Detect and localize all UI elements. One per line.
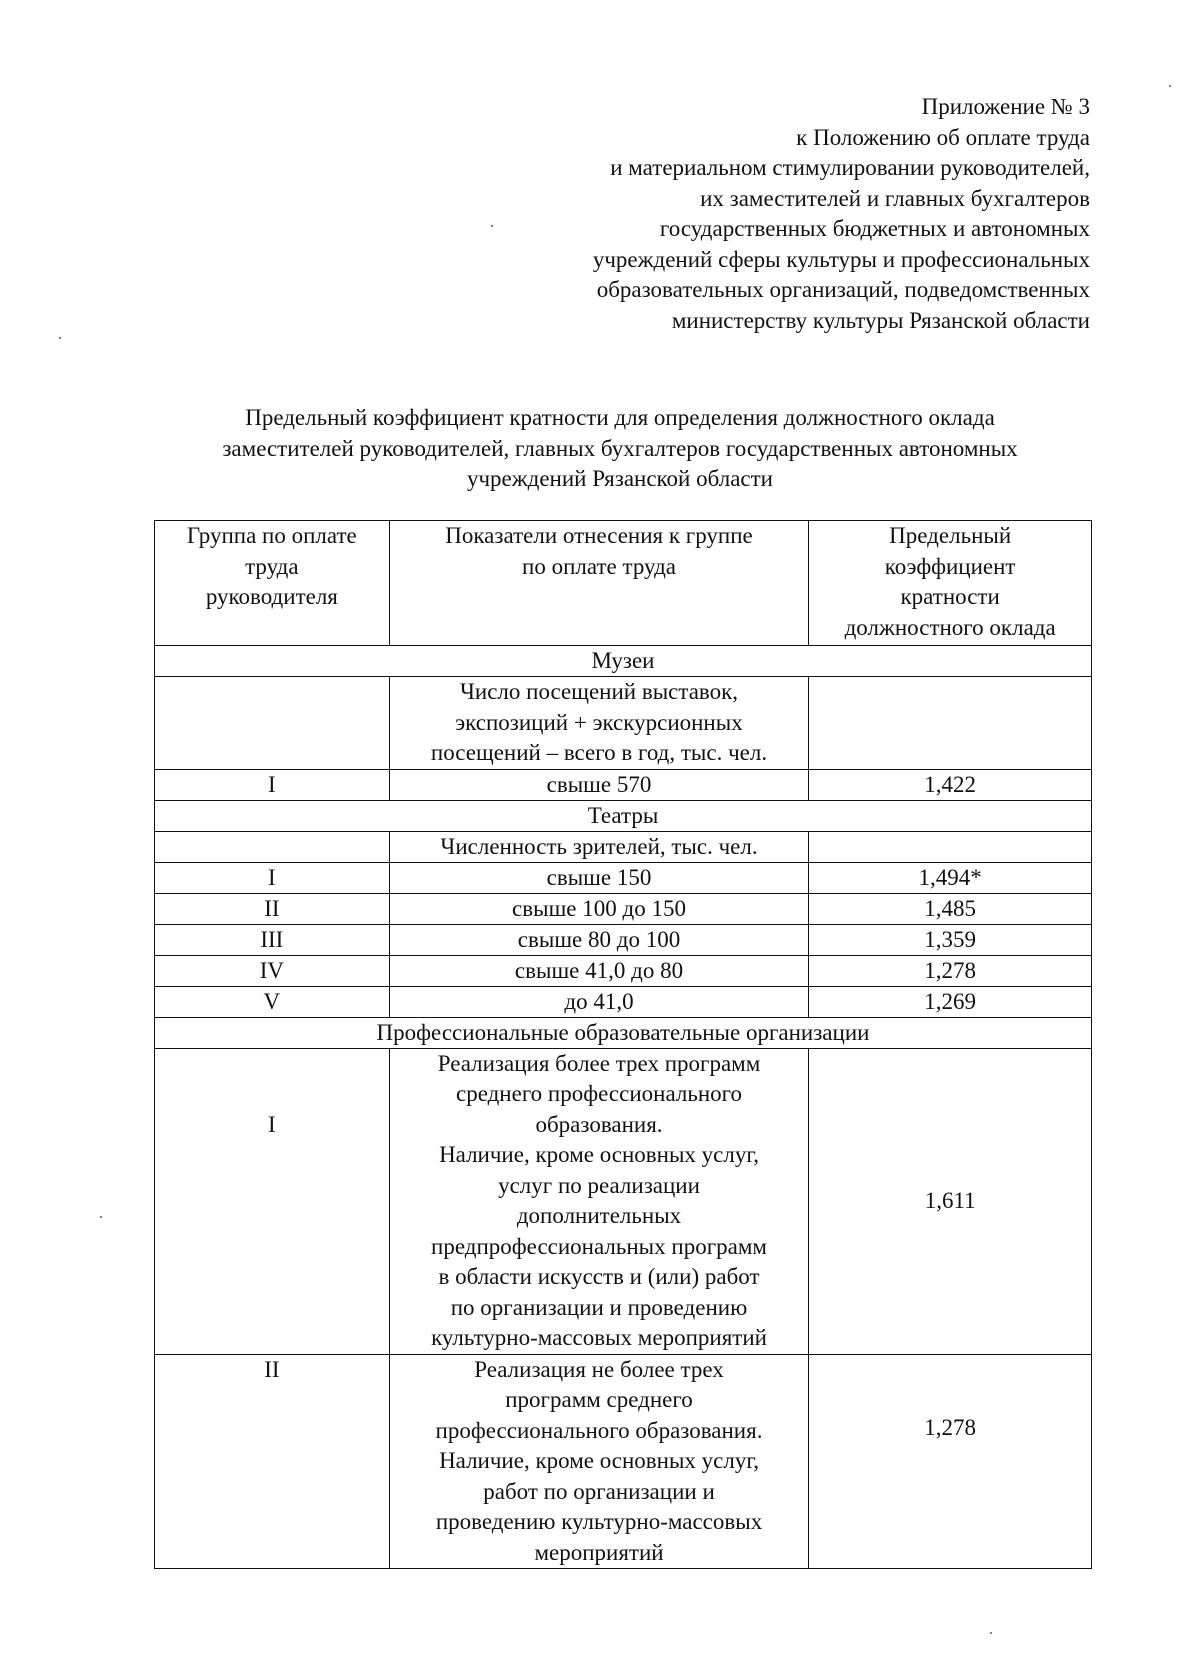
table-row — [155, 1048, 1092, 1354]
header-indicators: Показатели отнесения к группе по оплате труда — [389, 521, 809, 646]
coef-cell: 1,359 — [809, 924, 1092, 955]
empty-cell — [155, 677, 390, 770]
section-title: Театры — [155, 800, 1092, 831]
group-cell: III — [155, 924, 390, 955]
indicator-cell: свыше 100 до 150 — [389, 893, 809, 924]
table-row — [155, 893, 1092, 924]
table-header-row — [155, 521, 1092, 646]
group-cell: I — [155, 862, 390, 893]
table-row — [155, 862, 1092, 893]
scan-speck — [1169, 85, 1171, 87]
section-title: Профессиональные образовательные организации — [155, 1017, 1092, 1048]
empty-cell — [809, 677, 1092, 770]
group-cell: IV — [155, 955, 390, 986]
group-cell: I — [155, 769, 390, 800]
title-line: Предельный коэффициент кратности для определения должностного оклада — [245, 405, 995, 430]
criterion-row — [155, 831, 1092, 862]
table-row — [155, 924, 1092, 955]
group-cell: II — [155, 893, 390, 924]
section-row-museums — [155, 646, 1092, 677]
indicator-cell: свыше 41,0 до 80 — [389, 955, 809, 986]
coef-cell: 1,422 — [809, 769, 1092, 800]
scan-speck — [990, 1632, 992, 1634]
scan-speck — [59, 337, 61, 339]
coef-cell: 1,269 — [809, 986, 1092, 1017]
section-row-theatres — [155, 800, 1092, 831]
indicator-cell: Реализация не более трех программ среднего профессионального образования. Наличие, кроме основных услуг, работ по организации и проведению культурно-массовых мероприятий — [389, 1354, 809, 1569]
section-row-education — [155, 1017, 1092, 1048]
title-line: заместителей руководителей, главных бухгалтеров государственных автономных — [222, 435, 1018, 461]
group-cell: II — [155, 1354, 390, 1569]
header-group: Группа по оплате труда руководителя — [155, 521, 390, 646]
indicator-cell: свыше 80 до 100 — [389, 924, 809, 955]
coef-cell: 1,278 — [809, 1354, 1092, 1569]
coef-cell: 1,611 — [809, 1048, 1092, 1354]
indicator-cell: Реализация более трех программ среднего профессионального образования. Наличие, кроме основных услуг, услуг по реализации дополнительных предпрофессиональных программ в области искусств и (или) работ по организации и проведению культурно-массовых мероприятий — [389, 1048, 809, 1354]
criterion-row — [155, 677, 1092, 770]
appendix-line: их заместителей и главных бухгалтеров — [700, 185, 1090, 211]
appendix-line: учреждений сферы культуры и профессиональных — [592, 246, 1090, 272]
appendix-header — [390, 92, 1090, 336]
appendix-line: к Положению об оплате труда — [796, 124, 1090, 150]
empty-cell — [809, 831, 1092, 862]
appendix-line: министерству культуры Рязанской области — [671, 307, 1090, 333]
empty-cell — [155, 831, 390, 862]
criterion-cell: Численность зрителей, тыс. чел. — [389, 831, 809, 862]
scan-speck — [491, 225, 493, 227]
group-cell: V — [155, 986, 390, 1017]
table-row — [155, 1354, 1092, 1569]
criterion-cell: Число посещений выставок, экспозиций + экскурсионных посещений – всего в год, тыс. чел. — [389, 677, 809, 770]
title-line: учреждений Рязанской области — [466, 466, 773, 491]
coef-cell: 1,278 — [809, 955, 1092, 986]
appendix-line: образовательных организаций, подведомственных — [596, 277, 1090, 302]
indicator-cell: до 41,0 — [389, 986, 809, 1017]
coef-cell: 1,494* — [809, 862, 1092, 893]
group-cell: I — [155, 1048, 390, 1354]
appendix-line: государственных бюджетных и автономных — [659, 216, 1090, 241]
coefficient-table — [154, 520, 1092, 1569]
section-title: Музеи — [155, 646, 1092, 677]
table-row — [155, 769, 1092, 800]
scan-speck — [100, 1216, 102, 1218]
appendix-line: Приложение № 3 — [921, 94, 1090, 119]
appendix-line: и материальном стимулировании руководителей, — [610, 155, 1090, 180]
table-row — [155, 986, 1092, 1017]
coef-cell: 1,485 — [809, 893, 1092, 924]
indicator-cell: свыше 570 — [389, 769, 809, 800]
header-coefficient: Предельный коэффициент кратности должностного оклада — [809, 521, 1092, 646]
indicator-cell: свыше 150 — [389, 862, 809, 893]
table-row — [155, 955, 1092, 986]
document-title — [100, 403, 1140, 495]
